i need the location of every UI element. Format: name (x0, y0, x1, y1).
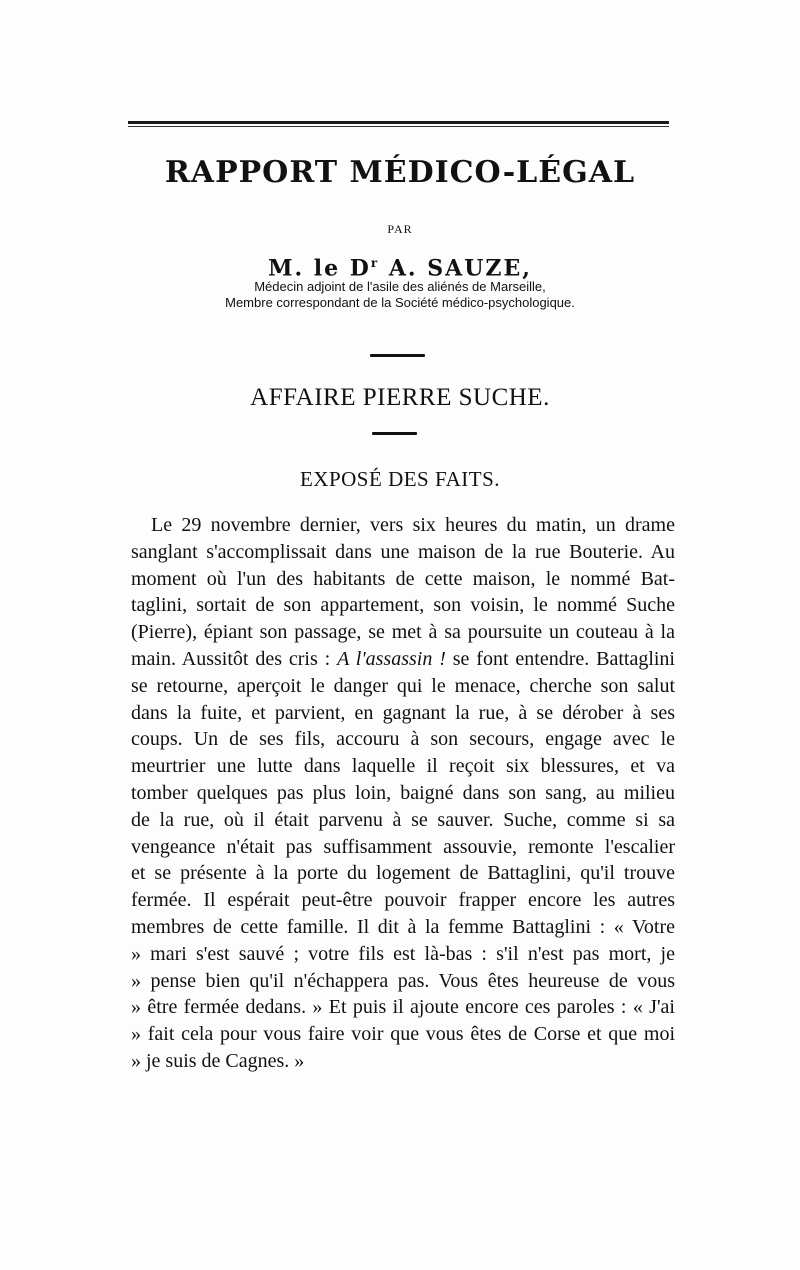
body-line: fermée. Il espérait peut-être pouvoir frapper encore les autres (131, 889, 675, 912)
body-line: » pense bien qu'il n'échappera pas. Vous êtes heureuse de vous (131, 969, 675, 992)
top-double-rule (128, 121, 669, 127)
author-prefix: M. le D (268, 255, 371, 282)
by-label: PAR (387, 222, 413, 236)
author-title-sup: r (370, 256, 380, 270)
body-line-end: se font entendre. Battaglini (445, 647, 675, 670)
italic-exclamation: A l'assassin ! (337, 647, 446, 670)
body-paragraph (131, 512, 675, 1075)
body-line: dans la fuite, et parvient, en gagnant la rue, à se dérober à ses (131, 701, 675, 724)
section-divider-bottom (372, 432, 417, 435)
body-line-with-italic (131, 646, 675, 673)
author-affiliation-1: Médecin adjoint de l'asile des aliénés de Marseille, (254, 279, 546, 294)
section-subtitle: EXPOSÉ DES FAITS. (299, 467, 501, 491)
body-line-start: main. Aussitôt des cris : (131, 647, 338, 670)
body-line: moment où l'un des habitants de cette maison, le nommé Bat- (131, 567, 675, 590)
body-line: » être fermée dedans. » Et puis il ajoute encore ces paroles : « J'ai (131, 996, 675, 1019)
body-line: » fait cela pour vous faire voir que vous êtes de Corse et que moi (131, 1023, 675, 1046)
body-line-last: » je suis de Cagnes. » (131, 1049, 305, 1072)
author-name: A. SAUZE, (379, 255, 532, 282)
author-affiliation-2: Membre correspondant de la Société médico-psychologique. (225, 295, 575, 310)
body-line: se retourne, aperçoit le danger qui le menace, cherche son salut (131, 674, 675, 697)
section-divider-top (370, 354, 425, 357)
body-line: coups. Un de ses fils, accouru à son secours, engage avec le (131, 728, 675, 751)
body-line: et se présente à la porte du logement de Battaglini, qu'il trouve (131, 862, 675, 885)
body-line: sanglant s'accomplissait dans une maison de la rue Bouterie. Au (131, 540, 675, 563)
section-title: AFFAIRE PIERRE SUCHE. (250, 384, 550, 411)
body-line: vengeance n'était pas suffisamment assouvie, remonte l'escalier (131, 835, 675, 858)
author-line (0, 250, 800, 281)
body-line: meurtrier une lutte dans laquelle il reçoit six blessures, et va (131, 755, 675, 778)
top-rule-thin (128, 126, 669, 127)
top-rule-thick (128, 121, 669, 124)
body-line: (Pierre), épiant son passage, se met à sa poursuite un couteau à la (131, 621, 675, 644)
body-line: » mari s'est sauvé ; votre fils est là-bas : s'il n'est pas mort, je (131, 942, 675, 965)
body-line: Le 29 novembre dernier, vers six heures du matin, un drame (151, 514, 675, 536)
body-line: membres de cette famille. Il dit à la femme Battaglini : « Votre (131, 915, 675, 938)
report-title: RAPPORT MÉDICO-LÉGAL (164, 155, 636, 190)
body-line: tomber quelques pas plus loin, baigné dans son sang, au milieu (131, 781, 675, 804)
body-line: taglini, sortait de son appartement, son voisin, le nommé Suche (131, 594, 675, 617)
body-line: de la rue, où il était parvenu à se sauver. Suche, comme si sa (131, 808, 675, 831)
